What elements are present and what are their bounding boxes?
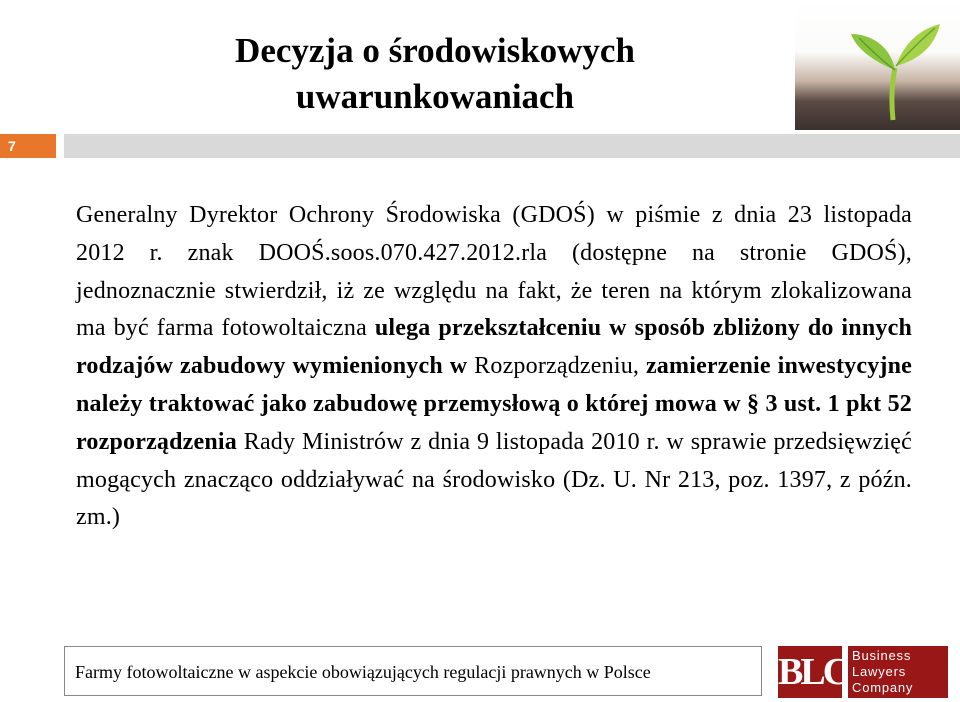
body-paragraph [76,197,912,537]
logo-line-2: Lawyers [852,664,907,679]
header-band [64,134,960,158]
company-logo [778,646,948,698]
title-line-2: uwarunkowaniach [295,77,575,116]
slide-number: 7 [0,134,56,158]
seedling-image [795,0,960,130]
body-text-1: Generalny Dyrektor Ochrony Środowiska (GDOŚ) w piśmie z dnia 23 listopada 2012 r. znak DOOŚ.soos.070.427.2012.rla (dostępne na stronie GDOŚ), jednoznacznie stwierdził, iż ze względu na fakt, że teren na którym zlokalizowana ma być farma fotowoltaiczna [76,202,912,342]
body-bold-1: ulega przekształceniu w sposób zbliżony do innych rodzajów zabudowy wymienionych w [76,315,913,380]
body-text-2: Rozporządzeniu, [467,353,646,380]
slide-title [150,28,720,120]
footer-box [64,646,762,696]
logo-mark: BLC [778,646,842,698]
title-line-1: Decyzja o środowiskowych [235,31,635,70]
body-bold-2: zamierzenie inwestycyjne należy traktować jako zabudowę przemysłową o której mowa w § 3 ust. 1 pkt 52 rozporządzenia [76,353,912,455]
body-text-3: Rady Ministrów z dnia 9 listopada 2010 r. w sprawie przedsięwzięć mogących znacząco oddziaływać na środowisko (Dz. U. Nr 213, poz. 1397, z późn. zm.) [76,428,912,531]
footer-text: Farmy fotowoltaiczne w aspekcie obowiązujących regulacji prawnych w Polsce [75,662,651,682]
logo-words [848,646,948,698]
logo-line-1: Business [852,648,912,663]
logo-line-3: Company [852,680,914,695]
